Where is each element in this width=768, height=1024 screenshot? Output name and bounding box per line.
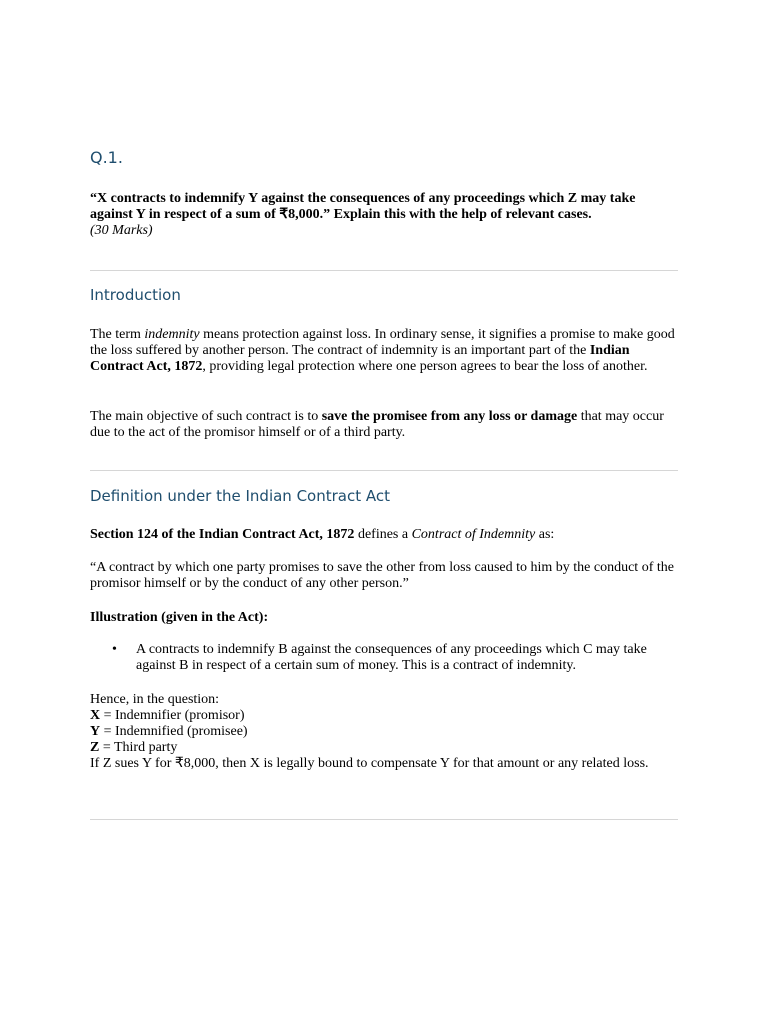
definition-quote: “A contract by which one party promises to save the other from loss caused to him by the conduct of the promisor himself or by the conduct of any other person.”	[90, 560, 674, 591]
party-value: = Indemnified (promisee)	[100, 724, 248, 739]
intro-paragraph-2	[90, 409, 678, 441]
party-key: Y	[90, 724, 101, 739]
text-run: The term	[90, 327, 145, 342]
party-value: = Third party	[99, 740, 178, 755]
hence-block	[90, 692, 678, 772]
conclusion-text: If Z sues Y for ₹8,000, then X is legally bound to compensate Y for that amount or any related loss.	[90, 756, 649, 771]
text-run: that may occur due to the act of the promisor himself or of a third party.	[90, 409, 664, 440]
party-key: X	[90, 708, 101, 723]
question-statement: “X contracts to indemnify Y against the consequences of any proceedings which Z may take against Y in respect of a sum of ₹8,000.” Explain this with the help of relevant cases.	[90, 191, 636, 222]
bullet-icon: •	[112, 642, 117, 657]
text-run: means protection against loss. In ordinary sense, it signifies a promise to make good the loss suffered by another person. The contract of indemnity is an important part of the	[90, 327, 675, 358]
text-run: , providing legal protection where one person agrees to bear the loss of another.	[202, 359, 648, 374]
illustration-text: A contracts to indemnify B against the consequences of any proceedings which C may take against B in respect of a certain sum of money. This is a contract of indemnity.	[136, 642, 647, 673]
question-number: Q.1.	[90, 148, 123, 167]
text-run: The main objective of such contract is to	[90, 409, 322, 424]
act-name: Indian Contract Act, 1872	[90, 343, 630, 374]
party-key: Z	[90, 740, 100, 755]
divider	[90, 270, 678, 271]
section-124-line	[90, 527, 678, 543]
divider	[90, 819, 678, 820]
question-text	[90, 191, 678, 239]
divider	[90, 470, 678, 471]
illustration-label	[90, 610, 678, 626]
section-reference: Section 124 of the Indian Contract Act, 1872	[90, 527, 355, 542]
illustration-heading: Illustration (given in the Act):	[90, 610, 269, 625]
section-heading-introduction: Introduction	[90, 286, 181, 304]
text-run: defines a	[354, 527, 412, 542]
text-run: as:	[535, 527, 555, 542]
key-phrase: save the promisee from any loss or damage	[321, 409, 578, 424]
question-marks: (30 Marks)	[90, 223, 153, 238]
term-contract-of-indemnity: Contract of Indemnity	[411, 527, 536, 542]
section-heading-definition: Definition under the Indian Contract Act	[90, 487, 390, 505]
term-indemnity: indemnity	[144, 327, 200, 342]
party-value: = Indemnifier (promisor)	[100, 708, 245, 723]
intro-paragraph-1	[90, 327, 678, 375]
hence-line: Hence, in the question:	[90, 692, 220, 707]
